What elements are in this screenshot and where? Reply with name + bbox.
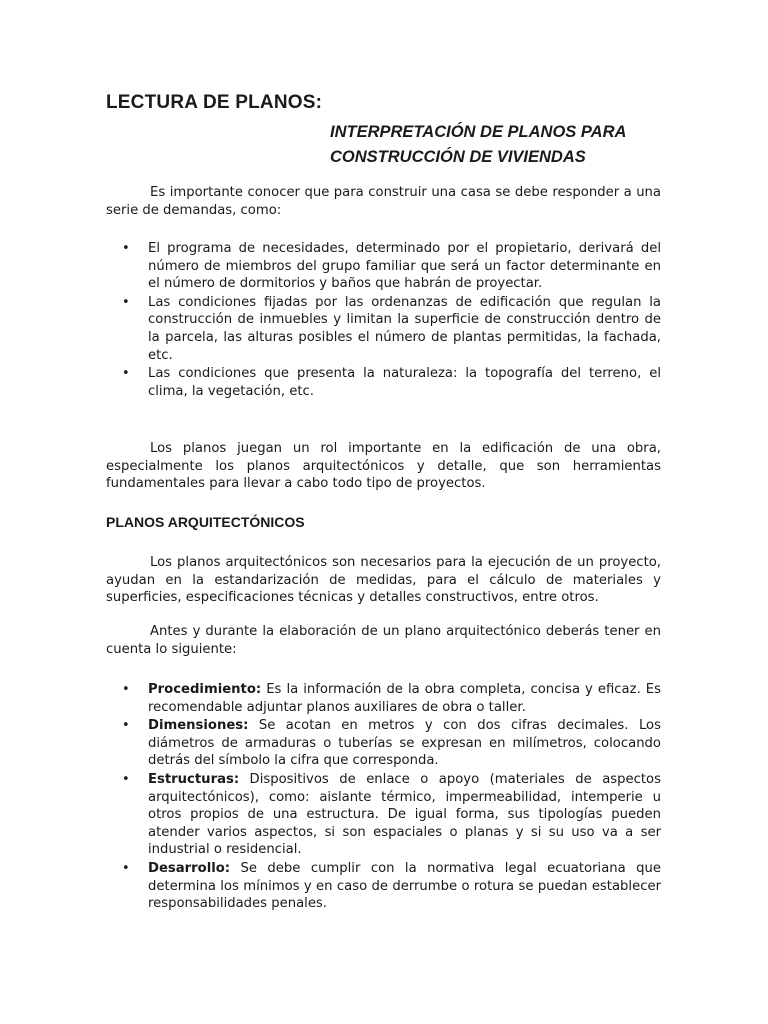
bullet-icon: •	[122, 682, 130, 697]
section-paragraph-2	[106, 623, 661, 658]
subtitle-line-2: CONSTRUCCIÓN DE VIVIENDAS	[330, 148, 586, 166]
list-item	[122, 771, 661, 859]
term-description: Se debe cumplir con la normativa legal ecuatoriana que determina los mínimos y en caso de derrumbe o rotura se puedan establecer responsabilidades penales.	[148, 860, 661, 912]
section-paragraph-1	[106, 554, 661, 607]
list-item	[122, 294, 661, 364]
list-item-text: El programa de necesidades, determinado por el propietario, derivará del número de miembros del grupo familiar que será un factor determinante en el número de dormitorios y baños que habrán de proyectar.	[148, 241, 661, 292]
subtitle-line-1: INTERPRETACIÓN DE PLANOS PARA	[330, 123, 627, 141]
term-description: Dispositivos de enlace o apoyo (materiales de aspectos arquitectónicos), como: aislante térmico, impermeabilidad, intemperie u otros propios de una estructura. De igual forma, sus tipologías pueden atender varios aspectos, si son espaciales o planas y si su uso va a ser industrial o residencial.	[148, 771, 661, 858]
document-subtitle	[330, 120, 730, 170]
term-label: Procedimiento:	[148, 682, 262, 697]
list-item	[122, 860, 661, 913]
planos-text: Los planos juegan un rol importante en la edificación de una obra, especialmente los planos arquitectónicos y detalle, que son herramientas fundamentales para llevar a cabo todo tipo de proyectos.	[106, 441, 661, 492]
list-item	[122, 240, 661, 293]
bullet-icon: •	[122, 860, 130, 876]
list-item-text: Las condiciones que presenta la naturaleza: la topografía del terreno, el clima, la vegetación, etc.	[148, 366, 661, 399]
list-item	[122, 681, 661, 716]
term-description: Es la información de la obra completa, concisa y eficaz. Es recomendable adjuntar planos auxiliares de obra o taller.	[148, 682, 661, 715]
list-item-text: Las condiciones fijadas por las ordenanzas de edificación que regulan la construcción de inmuebles y limitan la superficie de construcción dentro de la parcela, las alturas posibles el número de plantas permitidas, la fachada, etc.	[148, 294, 661, 363]
bullet-icon: •	[122, 294, 130, 310]
bullet-icon: •	[122, 366, 130, 382]
document-title: LECTURA DE PLANOS:	[106, 92, 323, 113]
section-heading: PLANOS ARQUITECTÓNICOS	[106, 514, 305, 530]
list-item	[122, 717, 661, 770]
intro-text: Es importante conocer que para construir una casa se debe responder a una serie de demandas, como:	[106, 185, 661, 218]
term-label: Estructuras:	[148, 771, 240, 787]
intro-paragraph	[106, 184, 661, 219]
planos-paragraph	[106, 440, 661, 493]
bullet-icon: •	[122, 771, 130, 787]
term-label: Desarrollo:	[148, 860, 231, 876]
section-paragraph-1-text: Los planos arquitectónicos son necesarios para la ejecución de un proyecto, ayudan en la estandarización de medidas, para el cálculo de materiales y superficies, especificaciones técnicas y detalles constructivos, entre otros.	[106, 555, 661, 606]
section-paragraph-2-text: Antes y durante la elaboración de un plano arquitectónico deberás tener en cuenta lo siguiente:	[106, 624, 661, 657]
considerations-list	[122, 681, 661, 914]
list-item	[122, 365, 661, 400]
demands-list	[122, 240, 661, 401]
term-description: Se acotan en metros y con dos cifras decimales. Los diámetros de armaduras o tuberías se expresan en milímetros, colocando detrás del símbolo la cifra que corresponda.	[148, 718, 661, 769]
bullet-icon: •	[122, 241, 130, 256]
term-label: Dimensiones:	[148, 718, 249, 734]
bullet-icon: •	[122, 718, 130, 734]
